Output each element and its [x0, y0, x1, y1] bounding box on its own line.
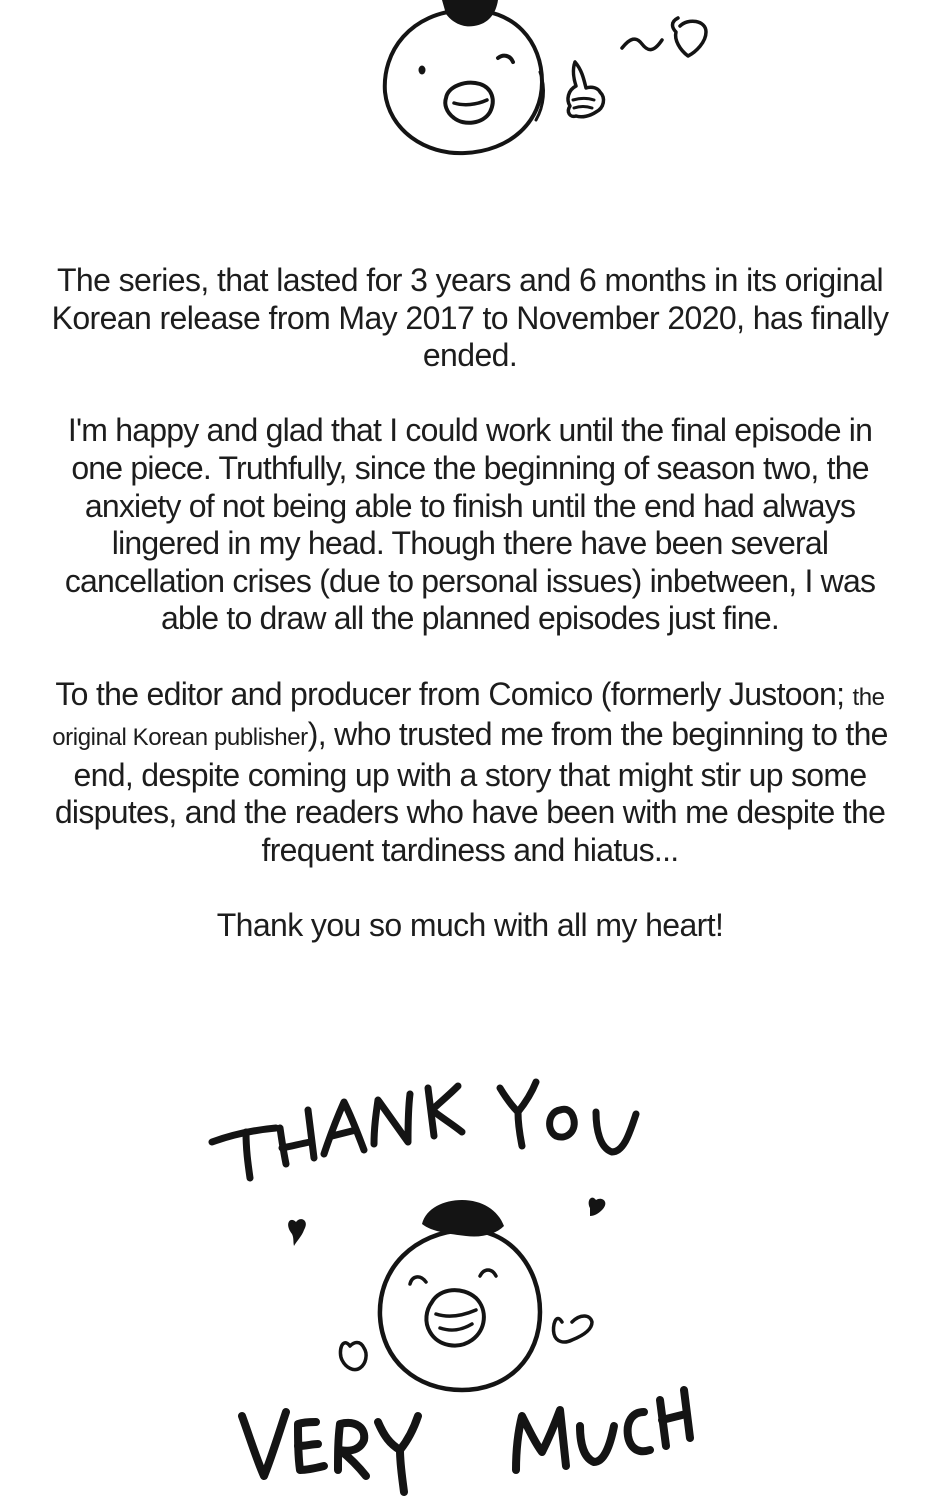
paragraph-part-after: ), who trusted me from the beginning to the end, despite coming up with a story that might stir up some disputes, and the readers who have been with me despite the frequent tardiness and hiatus... — [54, 716, 888, 868]
publisher-note: the original Korean publisher — [52, 683, 885, 752]
paragraph-series-ended: The series, that lasted for 3 years and 6 months in its original Korean release from May 2017 to November 2020, has finally ended. — [51, 262, 889, 374]
paragraph-thank-you: Thank you so much with all my heart! — [216, 907, 724, 944]
hand-lettering-thank-you — [212, 1082, 636, 1178]
heart-icon — [553, 1316, 592, 1342]
paragraph-thanks-editors-readers — [50, 676, 890, 870]
heart-icon — [340, 1343, 366, 1370]
paragraph-gratitude: I'm happy and glad that I could work until the final episode in one piece. Truthfully, since the beginning of season two, the anxiety of not being able to finish until the end had always lingered in my head. Though there have been several cancellation crises (due to personal issues) inbetween, I was able to draw all the planned episodes just fine. — [64, 412, 876, 637]
squiggle-icon — [622, 39, 662, 50]
hand-lettering-very-much — [242, 1390, 690, 1492]
heart-icon — [589, 1198, 606, 1216]
paragraph-part-before: To the editor and producer from Comico (formerly Justoon; — [55, 675, 845, 712]
top-illustration — [370, 0, 750, 170]
letter-text — [50, 262, 890, 945]
smiling-face-icon — [380, 1200, 540, 1390]
heart-icon — [288, 1219, 306, 1246]
winking-face-icon — [385, 0, 544, 153]
bottom-illustration — [200, 1060, 700, 1500]
thumbs-up-icon — [568, 62, 603, 117]
heart-icon — [673, 18, 707, 56]
